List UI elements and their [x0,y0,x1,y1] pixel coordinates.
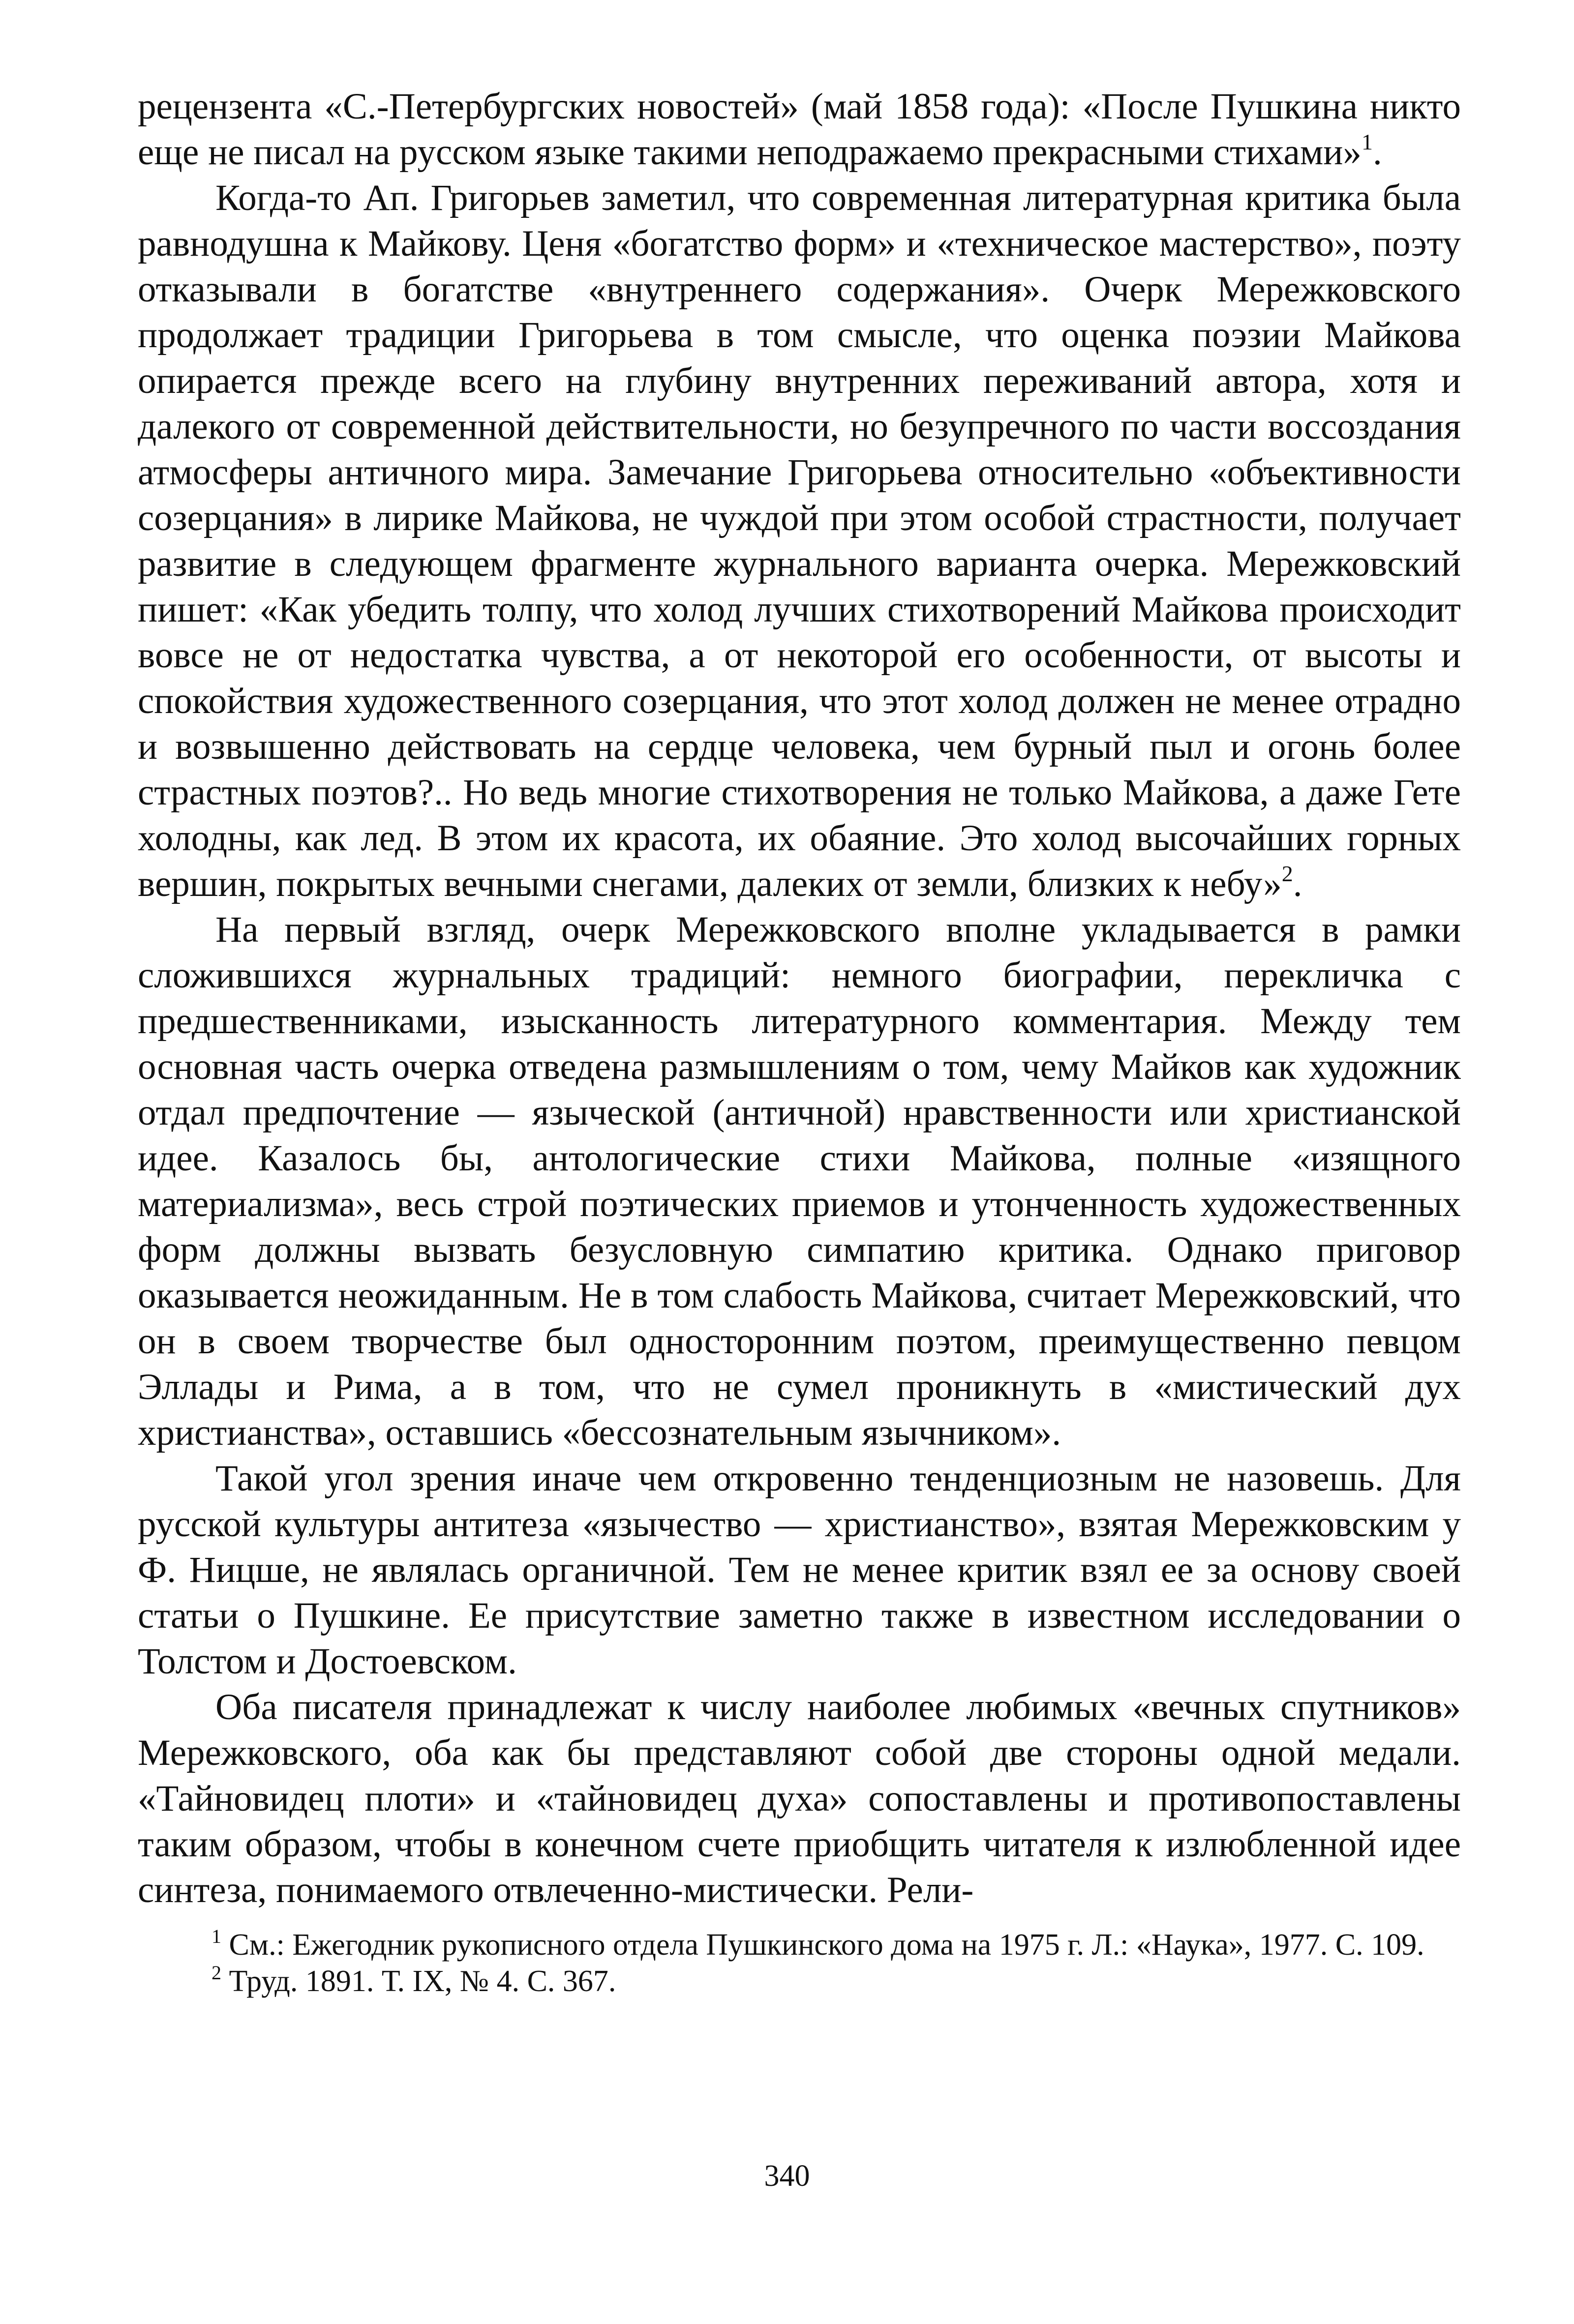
paragraph-2-tail: . [1293,864,1302,904]
paragraph-2-text: Когда-то Ап. Григорьев заметил, что современная литературная критика была равнодушна к Майкову. Ценя «богатство форм» и «техническое мастерство», поэту отказывали в богатстве «внутреннего содержания». Очерк Мережковского продолжает традиции Григорьева в том смысле, что оценка поэзии Майкова опирается прежде всего на глубину внутренних переживаний автора, хотя и далекого от современной действительности, но безупречного по части воссоздания атмосферы античного мира. Замечание Григорьева относительно «объективности созерцания» в лирике Майкова, не чуждой при этом особой страстности, получает развитие в следующем фрагменте журнального варианта очерка. Мережковский пишет: «Как убедить толпу, что холод лучших стихотворений Майкова происходит вовсе не от недостатка чувства, а от некоторой его особенности, от высоты и спокойствия художественного созерцания, что этот холод должен не менее отрадно и возвышенно действовать на сердце человека, чем бурный пыл и огонь более страстных поэтов?.. Но ведь многие стихотворения не только Майкова, а даже Гете холодны, как лед. В этом их красота, их обаяние. Это холод высочайших горных вершин, покрытых вечными снегами, далеких от земли, близких к небу» [138,178,1461,904]
paragraph-1-text: рецензента «С.-Петербургских новостей» (май 1858 года): «После Пушкина никто еще не писал на русском языке такими неподражаемо прекрасными стихами» [138,86,1461,173]
footnote-ref-2[interactable]: 2 [1281,861,1293,886]
footnote-1 [138,1927,1461,1963]
footnotes [138,1927,1461,1999]
paragraph-1 [138,84,1461,175]
paragraph-3-text: На первый взгляд, очерк Мережковского вполне укладывается в рамки сложившихся журнальных традиций: немного биографии, перекличка с предшественниками, изысканность литературного комментария. Между тем основная часть очерка отведена размышлениям о том, чему Майков как художник отдал предпочтение — языческой (античной) нравственности или христианской идее. Казалось бы, антологические стихи Майкова, полные «изящного материализма», весь строй поэтических приемов и утонченность художественных форм должны вызвать безусловную симпатию критика. Однако приговор оказывается неожиданным. Не в том слабость Майкова, считает Мережковский, что он в своем творчестве был односторонним поэтом, преимущественно певцом Эллады и Рима, а в том, что не сумел проникнуть в «мистический дух христианства», оставшись «бессознательным язычником». [138,909,1461,1453]
page-body [138,84,1461,1999]
paragraph-1-tail: . [1372,132,1382,173]
paragraph-2 [138,175,1461,907]
paragraph-3 [138,907,1461,1456]
paragraph-4-text: Такой угол зрения иначе чем откровенно тенденциозным не назовешь. Для русской культуры антитеза «язычество — христианство», взятая Мережковским у Ф. Ницше, не являлась органичной. Тем не менее критик взял ее за основу своей статьи о Пушкине. Ее присутствие заметно также в известном исследовании о Толстом и Достоевском. [138,1458,1461,1682]
footnote-1-marker: 1 [212,1925,221,1947]
footnote-2 [138,1963,1461,1999]
footnote-ref-1[interactable]: 1 [1361,129,1373,154]
page-number: 340 [764,2159,810,2193]
footnote-2-text: Труд. 1891. Т. IX, № 4. С. 367. [229,1965,616,1998]
footnote-2-marker: 2 [212,1962,221,1984]
footnote-1-text: См.: Ежегодник рукописного отдела Пушкинского дома на 1975 г. Л.: «Наука», 1977. С. 109. [229,1928,1424,1962]
paragraph-5-text: Оба писателя принадлежат к числу наиболее любимых «вечных спутников» Мережковского, оба как бы представляют собой две стороны одной медали. «Тайновидец плоти» и «тайновидец духа» сопоставлены и противопоставлены таким образом, чтобы в конечном счете приобщить читателя к излюбленной идее синтеза, понимаемого отвлеченно-мистически. Рели- [138,1687,1461,1910]
paragraph-5 [138,1684,1461,1913]
paragraph-4 [138,1456,1461,1684]
